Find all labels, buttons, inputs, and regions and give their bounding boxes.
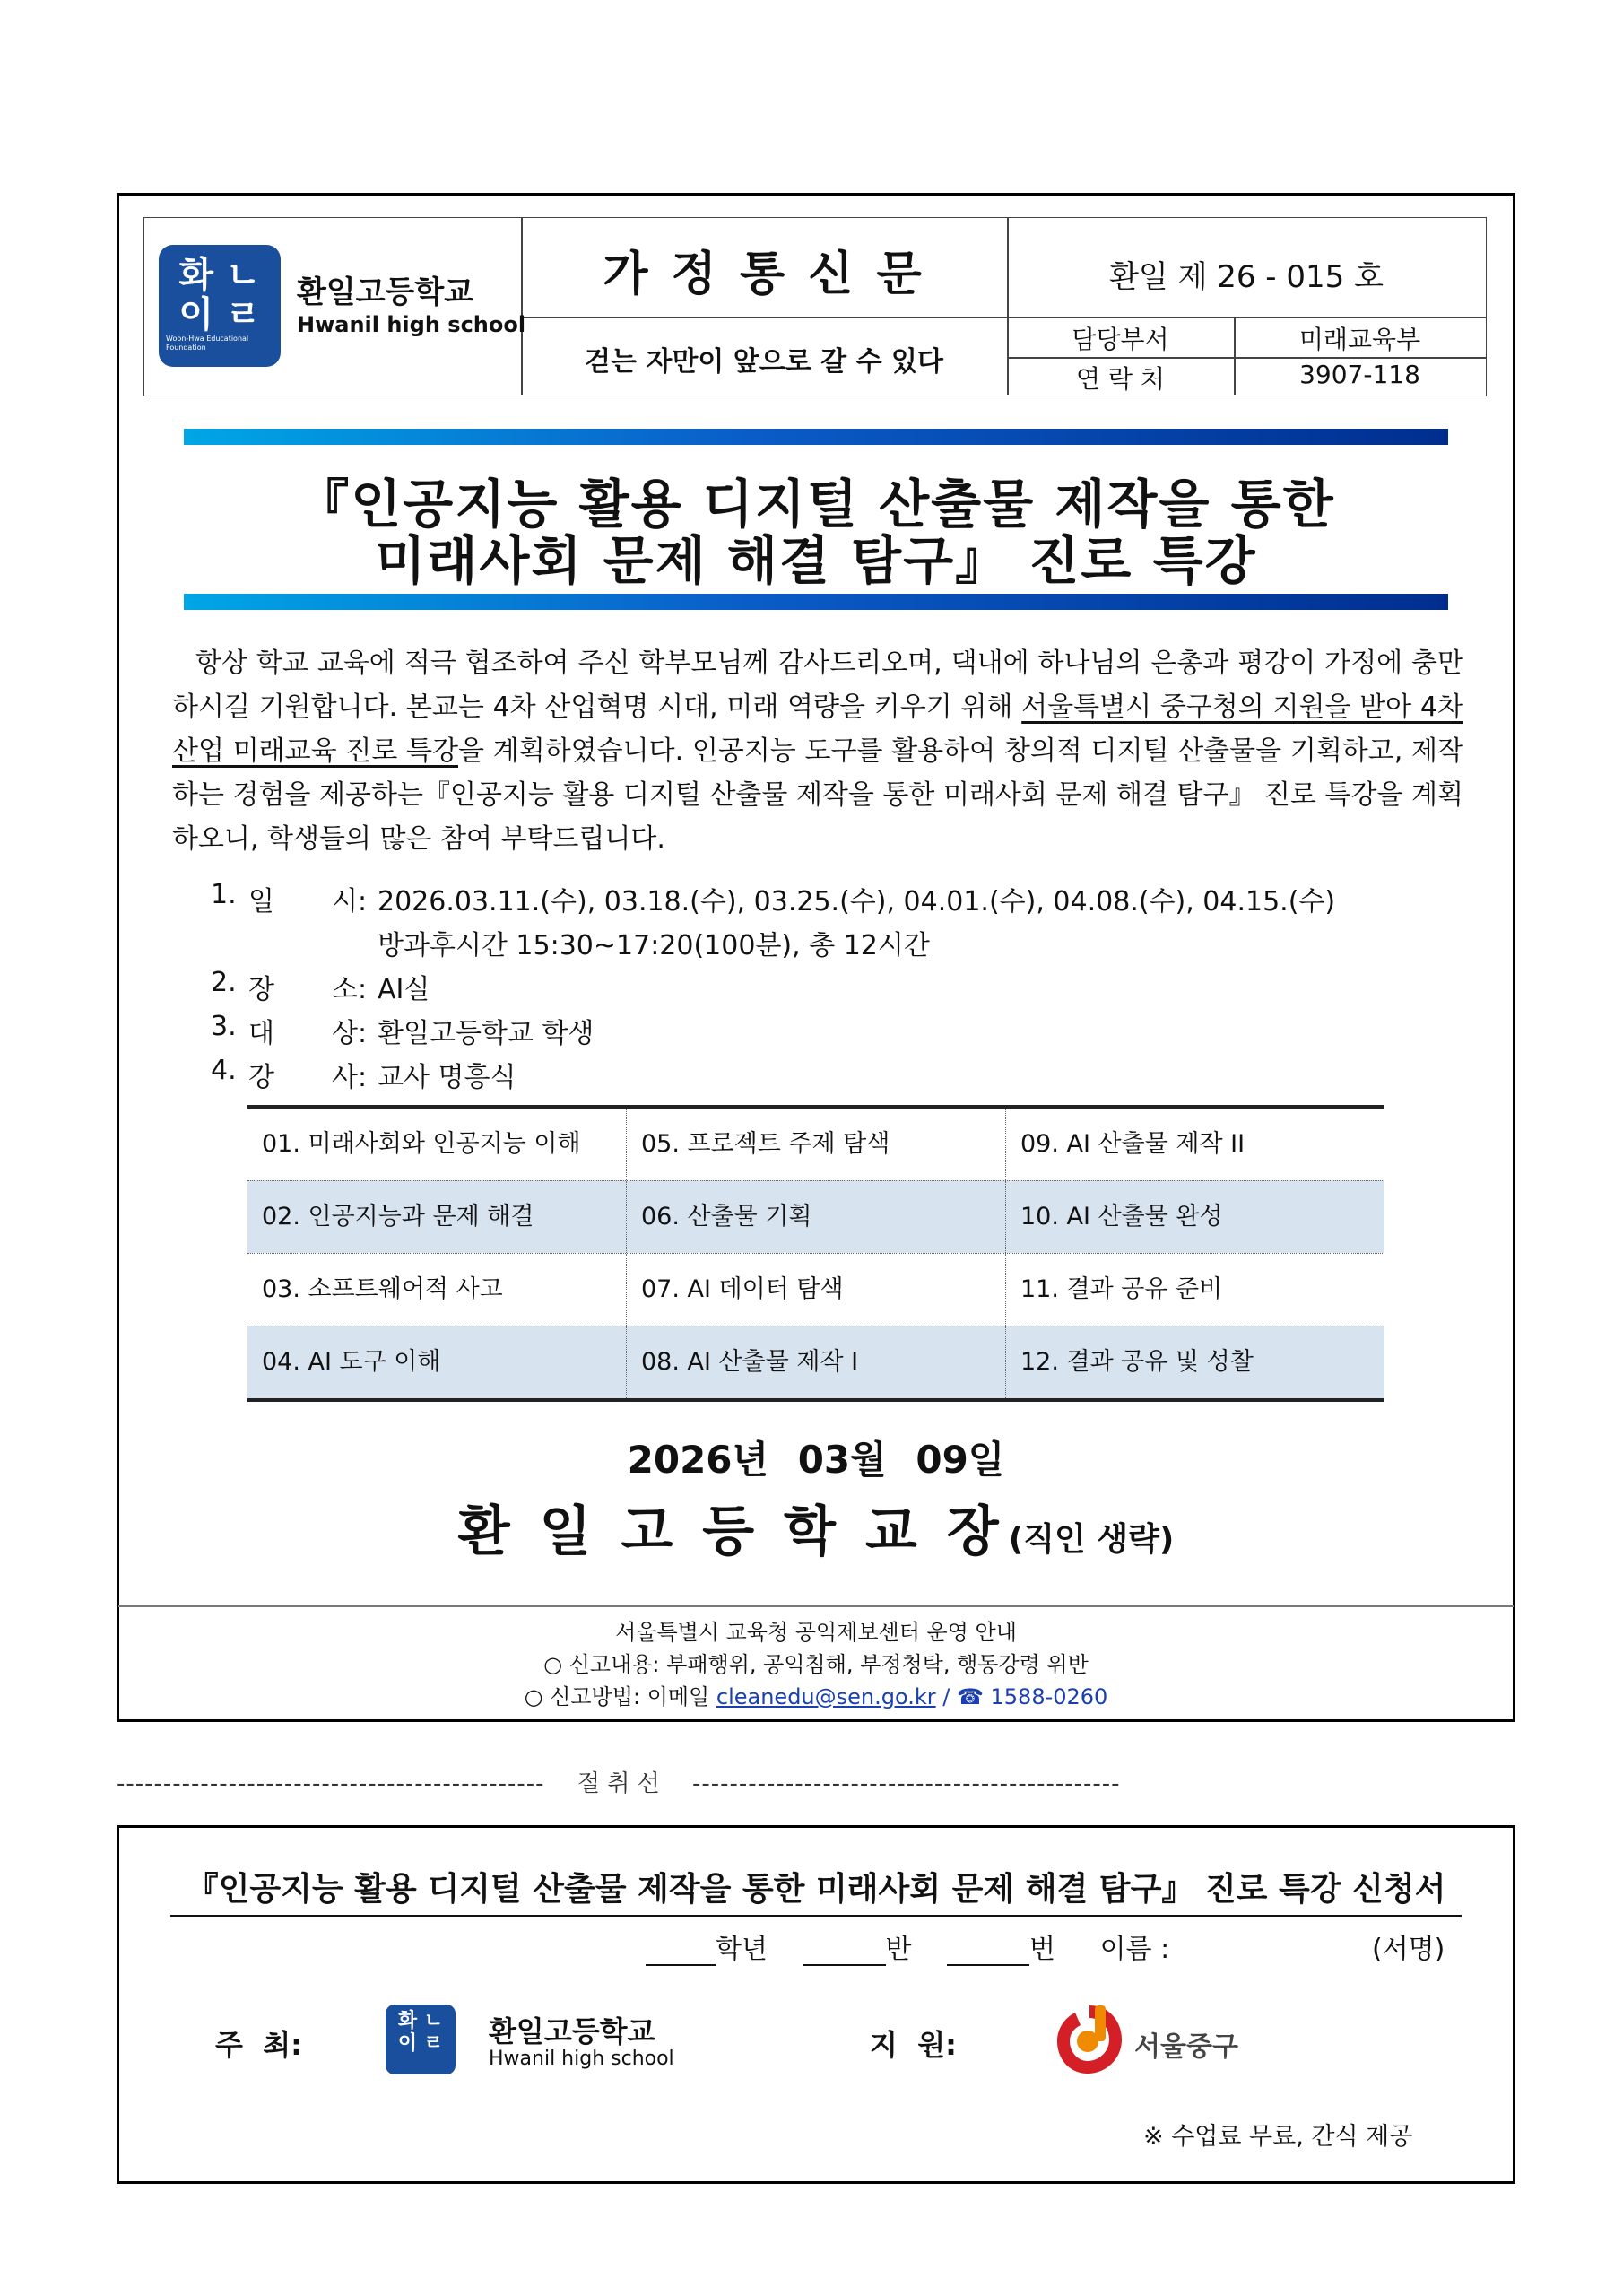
school-name-ko: 환일고등학교 — [297, 274, 474, 310]
seal-note: (직인 생략) — [1008, 1521, 1175, 1558]
contact-value: 3907-118 — [1299, 360, 1420, 389]
motto: 걷는 자만이 앞으로 갈 수 있다 — [585, 346, 943, 378]
session-cell: 09. AI 산출물 제작 II — [1005, 1109, 1384, 1180]
report-email-link[interactable]: cleanedu@sen.go.kr — [716, 1684, 936, 1709]
detail-item-3: 3. 대 상: 환일고등학교 학생 — [211, 1011, 595, 1049]
footer-line-2: ○ 신고내용: 부패행위, 공익침해, 부정청탁, 행동강령 위반 — [543, 1652, 1089, 1677]
detail-item-1: 1. 일 시: 2026.03.11.(수), 03.18.(수), 03.25.(수), 04.01.(수), 04.08.(수), 04.15.(수) — [211, 879, 1336, 918]
report-phone: ☎ 1588-0260 — [956, 1684, 1108, 1709]
session-cell: 05. 프로젝트 주제 탐색 — [626, 1109, 1005, 1180]
title-line-1: 『인공지능 활용 디지털 산출물 제작을 통한 — [297, 474, 1335, 535]
host-label: 주 최: — [215, 2028, 302, 2062]
school-logo — [159, 245, 281, 367]
form-fields: 학년 반 번 이름 : — [646, 1926, 1453, 1966]
title-bar-bottom — [184, 594, 1448, 610]
session-cell: 06. 산출물 기획 — [626, 1181, 1005, 1253]
form-title: 『인공지능 활용 디지털 산출물 제작을 통한 미래사회 문제 해결 탐구』 진로 특강 신청서 — [170, 1864, 1462, 1917]
name-label: 이름 : — [1099, 1934, 1170, 1965]
title-bar-top — [184, 429, 1448, 445]
session-cell: 08. AI 산출물 제작 I — [626, 1326, 1005, 1398]
detail-item-2: 2. 장 소: AI실 — [211, 967, 430, 1005]
title-line-2: 미래사회 문제 해결 탐구』 진로 특강 — [375, 530, 1257, 591]
host-logo: 화 ㄴ 이 ㄹ — [386, 2005, 456, 2074]
table-row — [247, 1253, 1384, 1326]
logo-foundation: Woon-Hwa Educational Foundation — [166, 335, 249, 352]
form-note: ※ 수업료 무료, 간식 제공 — [1143, 2123, 1413, 2151]
detail-item-4: 4. 강 사: 교사 명흥식 — [211, 1055, 516, 1093]
intro-paragraph: 항상 학교 교육에 적극 협조하여 주신 학부모님께 감사드리오며, 댁내에 하나님의 은총과 평강이 가정에 충만하시길 기원합니다. 본교는 4차 산업혁명 시대, 미래 역량을 키우기 위해 서울특별시 중구청의 지원을 받아 4차 산업 미래교육 진로 특강을 계획하였습니다. 인공지능 도구를 활용하여 창의적 디지털 산출물을 기획하고, 제작하는 경험을 제공하는『인공지능 활용 디지털 산출물 제작을 통한 미래사회 문제 해결 탐구』 진로 특강을 계획하오니, 학생들의 많은 참여 부탁드립니다. — [172, 648, 1463, 855]
grade-field[interactable] — [646, 1934, 716, 1966]
host-name-en: Hwanil high school — [489, 2048, 674, 2070]
session-table — [247, 1105, 1384, 1402]
cut-line-label: 절 취 선 — [577, 1770, 660, 1797]
logo-text-bottom: 이 ㄹ — [178, 294, 261, 335]
table-row — [247, 1326, 1384, 1398]
session-cell: 10. AI 산출물 완성 — [1005, 1181, 1384, 1253]
session-cell: 02. 인공지능과 문제 해결 — [262, 1203, 534, 1231]
junggu-logo-icon — [1054, 2002, 1125, 2075]
session-cell: 12. 결과 공유 및 성찰 — [1005, 1326, 1384, 1398]
session-cell: 01. 미래사회와 인공지능 이해 — [262, 1130, 581, 1158]
session-cell: 03. 소프트웨어적 사고 — [262, 1275, 503, 1303]
session-cell: 04. AI 도구 이해 — [262, 1348, 441, 1376]
doc-type: 가 정 통 신 문 — [603, 248, 925, 301]
dept-label: 담당부서 — [1072, 325, 1169, 354]
class-field[interactable] — [803, 1934, 886, 1966]
table-row — [247, 1180, 1384, 1253]
issue-date: 2026년 03월 09일 — [627, 1438, 1005, 1482]
principal-title: 환 일 고 등 학 교 장 — [457, 1500, 1004, 1563]
number-field[interactable] — [947, 1934, 1029, 1966]
principal-signature — [117, 1489, 1515, 1566]
support-label: 지 원: — [870, 2028, 957, 2062]
session-cell: 07. AI 데이터 탐색 — [626, 1254, 1005, 1326]
footer-line-1: 서울특별시 교육청 공익제보센터 운영 안내 — [615, 1620, 1017, 1645]
doc-number: 환일 제 26 - 015 호 — [1109, 259, 1384, 295]
detail-item-1-extra: 방과후시간 15:30~17:20(100분), 총 12시간 — [378, 930, 930, 961]
cut-line: ---------------------------------------------- 절 취 선 ---------------------------------------------- — [117, 1770, 1121, 1797]
host-name-ko: 환일고등학교 — [489, 2014, 655, 2048]
contact-label: 연 락 처 — [1076, 364, 1165, 394]
table-row — [247, 1109, 1384, 1180]
footer-line-3: ○ 신고방법: 이메일 cleanedu@sen.go.kr / ☎ 1588-0260 — [524, 1684, 1108, 1709]
dept-value: 미래교육부 — [1298, 325, 1421, 354]
footer-divider — [118, 1605, 1514, 1607]
details-list — [211, 879, 1466, 1099]
logo-text-top: 화 ㄴ — [178, 255, 261, 296]
school-name-en: Hwanil high school — [297, 312, 526, 337]
session-cell: 11. 결과 공유 준비 — [1005, 1254, 1384, 1326]
header-table — [143, 217, 1487, 396]
sign-label: (서명) — [1372, 1934, 1445, 1965]
support-name: 서울중구 — [1134, 2031, 1238, 2063]
